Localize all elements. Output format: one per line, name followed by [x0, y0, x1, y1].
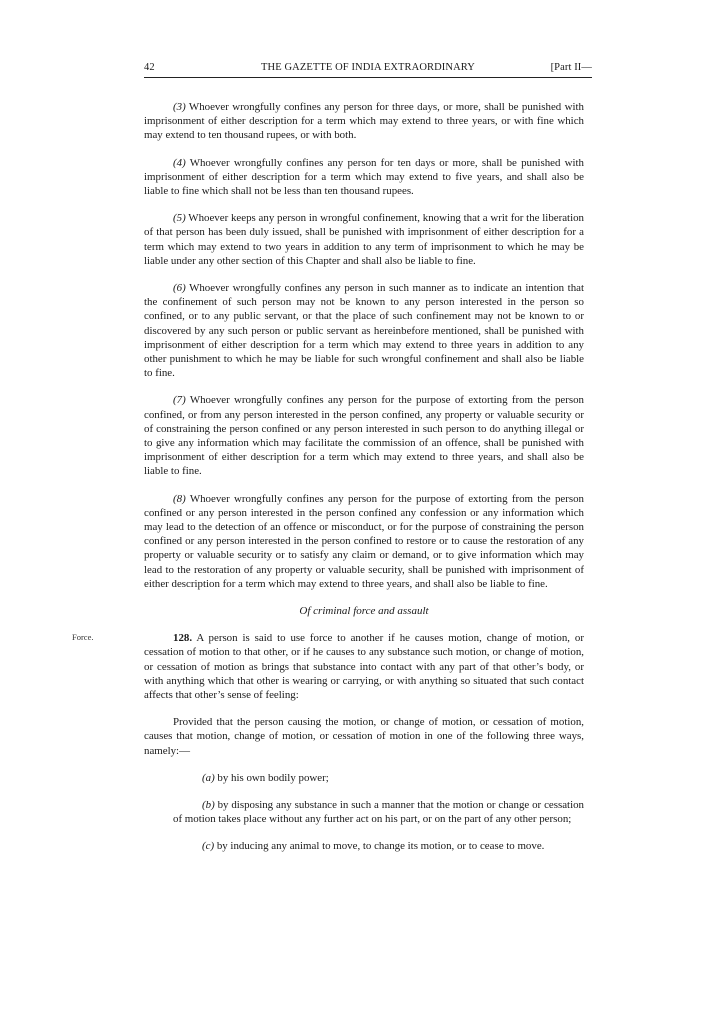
margin-note: Force.: [72, 632, 94, 643]
clause-5: [144, 211, 584, 268]
clause-label: (7): [173, 394, 186, 407]
section-128-text: [144, 631, 584, 702]
item-text: by his own bodily power;: [214, 771, 329, 784]
clause-text: Whoever wrongfully confines any person in such manner as to indicate an intention that the confinement of such person may not be known to any person interested in the person so confined, or to any public servant, or that the place of such confinement may not be known to or discovered by any such person or public servant as hereinbefore mentioned, shall be punished with imprisonment of either description for a term which may extend to three years in addition to any other punishment to which he may be liable for such wrongful confinement and shall also be liable to fine.: [144, 282, 584, 380]
page-body: [72, 100, 584, 867]
clause-3: [144, 100, 584, 143]
section-128: [72, 631, 584, 853]
item-text: by disposing any substance in such a manner that the motion or change or cessation of motion takes place without any further act on his part, or on the part of any other person;: [173, 798, 584, 826]
section-heading: Of criminal force and assault: [299, 605, 429, 618]
list-item-a: [144, 771, 584, 785]
section-number: 128.: [173, 632, 193, 645]
gazette-title: THE GAZETTE OF INDIA EXTRAORDINARY: [261, 62, 475, 73]
clause-8: [144, 492, 584, 591]
item-label: (a): [202, 771, 215, 784]
clause-text: Whoever wrongfully confines any person for ten days or more, shall be punished with imprisonment of either description for a term which may extend to five years, and shall also be liable to fine which shall not be less than ten thousand rupees.: [144, 156, 584, 198]
list-item-c: [144, 839, 584, 853]
clause-label: (4): [173, 156, 186, 169]
item-label: (c): [202, 840, 215, 853]
part-label: [Part II—: [550, 62, 592, 73]
clause-label: (5): [173, 212, 186, 225]
clause-text: Whoever wrongfully confines any person for three days, or more, shall be punished with imprisonment of either description for a term which may extend to three years, or with fine which may extend to ten thousand rupees, or with both.: [144, 101, 584, 142]
proviso: Provided that the person causing the motion, or change of motion, or cessation of motion, causes that motion, change of motion, or cessation of motion in one of the following three ways, namely:—: [144, 716, 584, 757]
list-item-b: [144, 798, 584, 826]
clause-label: (3): [173, 101, 186, 113]
clause-text: Whoever wrongfully confines any person for the purpose of extorting from the person confined or any person interested in the person confined any confession or any information which may lead to the detection of an offence or misconduct, or for the purpose of constraining the person confined or any person interested in the person confined to restore or to cause the restoration of any property or valuable security or to satisfy any claim or demand, or to give information which may lead to the restoration of any property or valuable security, shall be punished with imprisonment of either description for a term which may extend to three years, and shall also be liable to fine.: [144, 492, 584, 590]
clause-text: Whoever keeps any person in wrongful confinement, knowing that a writ for the liberation of that person has been duly issued, shall be punished with imprisonment of either description for a term which may extend to two years in addition to any term of imprisonment to which he may be liable under any other section of this Chapter and shall also be liable to fine.: [144, 212, 584, 267]
item-text: by inducing any animal to move, to change its motion, or to cease to move.: [214, 840, 545, 853]
page-number: 42: [144, 62, 155, 73]
clause-4: [144, 156, 584, 199]
clause-7: [144, 393, 584, 478]
item-label: (b): [202, 798, 215, 811]
clause-label: (8): [173, 492, 186, 505]
header-rule: [144, 77, 592, 78]
clause-6: [144, 281, 584, 380]
clause-text: Whoever wrongfully confines any person for the purpose of extorting from the person confined, or from any person interested in the person confined, any property or valuable security or of constraining the person confined or any person interested in such person to do anything illegal or to give any information which may facilitate the commission of an offence, shall be punished with imprisonment of either description for a term which may extend to three years, and shall also be liable to fine.: [144, 394, 584, 478]
section-body: A person is said to use force to another if he causes motion, change of motion, or cessation of motion to that other, or if he causes to any substance such motion, or change of motion, or cessation of motion as brings that substance into contact with any part of that other’s body, or with anything which that other is wearing or carrying, or with anything so situated that such contact affects that other’s sense of feeling:: [144, 632, 584, 701]
clause-label: (6): [173, 282, 186, 295]
